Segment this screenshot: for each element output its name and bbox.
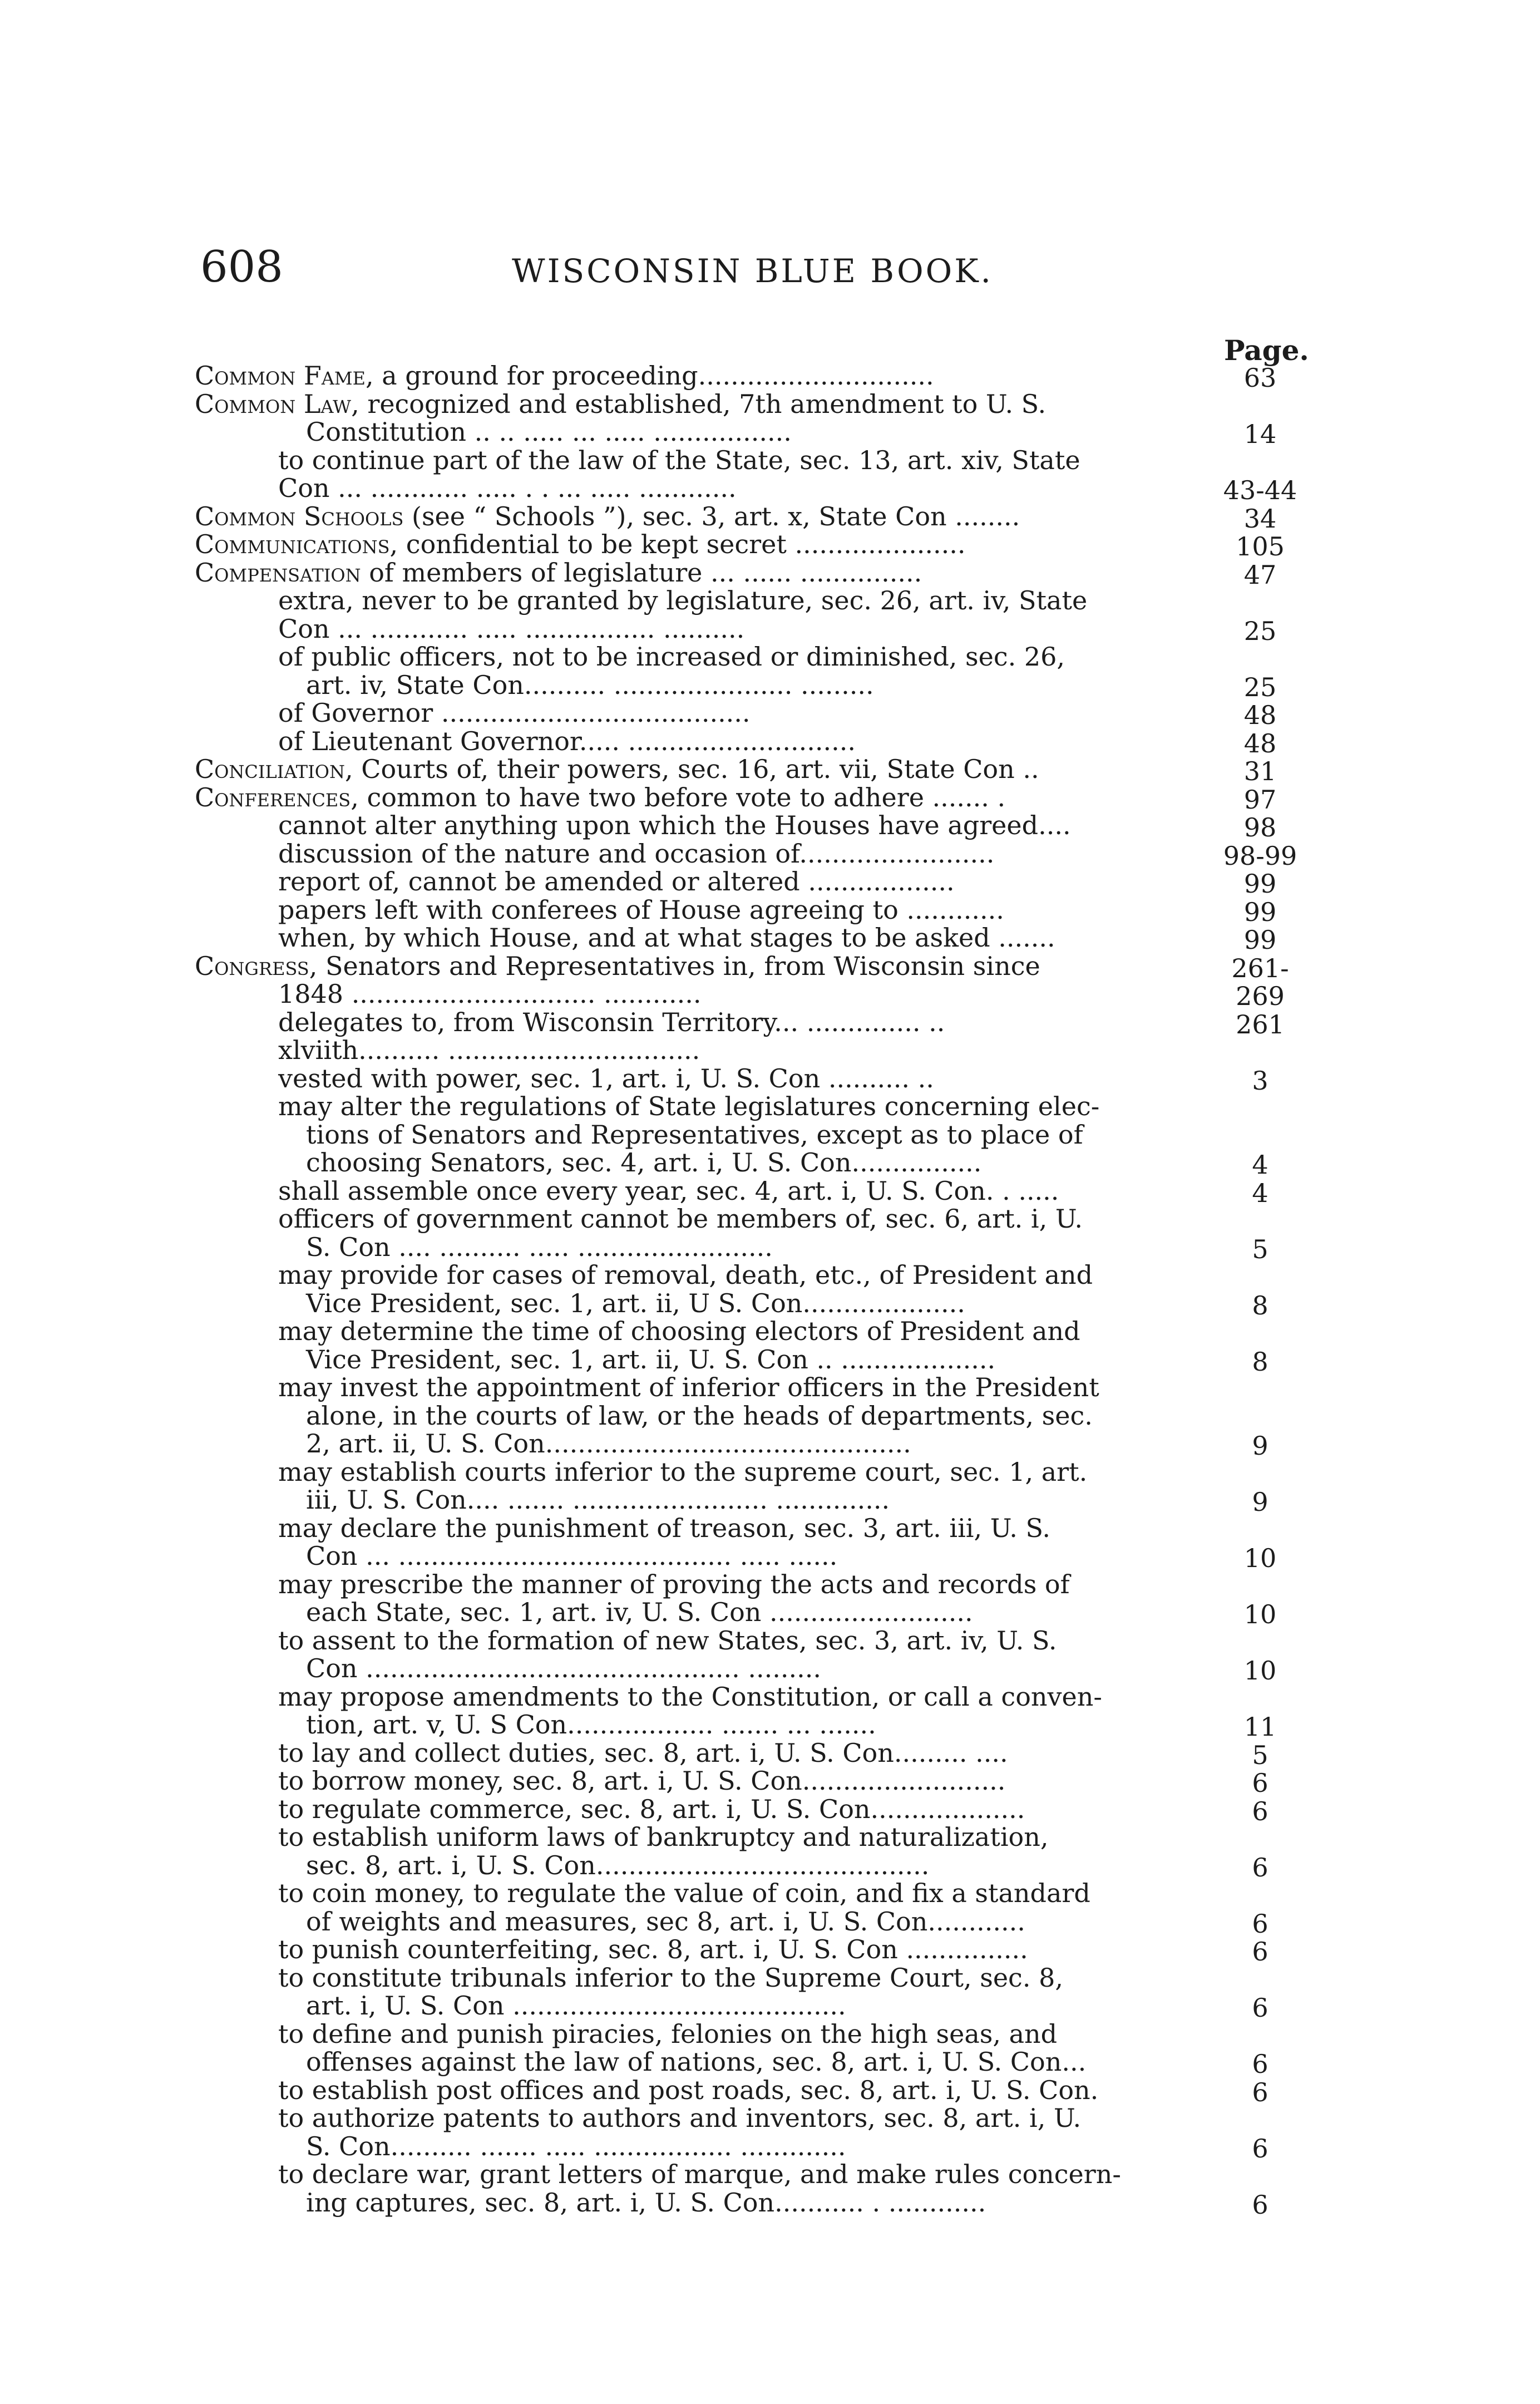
- index-entry: [195, 1710, 1307, 1742]
- index-entry: [195, 1737, 1307, 1770]
- entry-description: may declare the punishment of treason, sec. 3, art. iii, U. S.: [278, 1513, 1051, 1543]
- index-entry: [195, 2020, 1307, 2048]
- entry-description: may propose amendments to the Constitution, or call a conven-: [278, 1681, 1102, 1712]
- entry-page-ref: 99: [1243, 869, 1277, 899]
- entry-description: confidential to be kept secret .....................: [398, 529, 966, 559]
- entry-page-ref: 9: [1252, 1487, 1268, 1517]
- entry-heading: Common Schools: [195, 501, 404, 531]
- entry-text: [278, 615, 1207, 643]
- index-entry: [195, 587, 1307, 615]
- entry-text: [306, 1149, 1207, 1177]
- entry-description: of Lieutenant Governor..... ............................: [278, 726, 856, 756]
- entry-heading: Conferences,: [195, 782, 359, 812]
- index-entry: [195, 755, 1307, 784]
- index-entry: [195, 952, 1307, 981]
- index-entry: [195, 1485, 1307, 1517]
- entry-page-ref: 6: [1252, 1768, 1268, 1798]
- entry-text: [278, 1065, 1207, 1093]
- index-entry: [195, 1147, 1307, 1180]
- entry-page-ref: 261-269: [1231, 953, 1289, 1011]
- entry-description: tion, art. v, U. S Con.................. ....... ... .......: [306, 1710, 876, 1740]
- entry-text: [278, 1767, 1207, 1795]
- entry-text: [306, 1402, 1207, 1430]
- entry-text: [278, 1205, 1207, 1233]
- entry-description: Con ... ......................................... ..... ......: [306, 1541, 838, 1571]
- index-entry: [195, 1795, 1307, 1824]
- entry-description: recognized and established, 7th amendment to U. S.: [359, 388, 1047, 419]
- entry-description: to define and punish piracies, felonies on the high seas, and: [278, 2018, 1058, 2049]
- entry-description: of public officers, not to be increased or diminished, sec. 26,: [278, 642, 1065, 672]
- entry-text: [278, 1008, 1207, 1037]
- entry-page-ref: 6: [1252, 1852, 1268, 1883]
- index-entry: [195, 361, 1307, 393]
- entry-description: to constitute tribunals inferior to the Supreme Court, sec. 8,: [278, 1962, 1063, 1993]
- entry-text: [278, 1739, 1207, 1767]
- entry-description: to regulate commerce, sec. 8, art. i, U. S. Con...................: [278, 1794, 1025, 1824]
- page-number: 608: [200, 242, 283, 292]
- entry-description: Con .............................................. .........: [306, 1653, 821, 1683]
- index-entry: [195, 1402, 1307, 1430]
- entry-text: [306, 1289, 1207, 1318]
- index-entry: [195, 698, 1307, 730]
- entry-page-ref: 47: [1243, 559, 1277, 590]
- index-entry: [195, 1121, 1307, 1149]
- index-entry: [195, 2187, 1307, 2220]
- index-entry: [195, 1373, 1307, 1402]
- entry-description: S. Con.......... ....... ..... ................. .............: [306, 2131, 846, 2161]
- entry-description: discussion of the nature and occasion of........................: [278, 838, 995, 869]
- entry-description: to assent to the formation of new States, sec. 3, art. iv, U. S.: [278, 1625, 1057, 1656]
- entry-description: report of, cannot be amended or altered ..................: [278, 866, 955, 896]
- entry-page-ref: 6: [1252, 2189, 1268, 2220]
- entry-description: papers left with conferees of House agreeing to ............: [278, 894, 1004, 925]
- index-entry: [195, 1598, 1307, 1627]
- entry-text: [278, 868, 1207, 896]
- entry-page-ref: 6: [1252, 1993, 1268, 2023]
- entry-description: to lay and collect duties, sec. 8, art. i, U. S. Con......... ....: [278, 1737, 1008, 1768]
- index-entry: [195, 2047, 1307, 2079]
- entry-text: [278, 2076, 1207, 2105]
- entry-page-ref: 9: [1252, 1431, 1268, 1461]
- entry-heading: Communications,: [195, 529, 398, 559]
- entry-description: delegates to, from Wisconsin Territory... .............. ..: [278, 1007, 945, 1037]
- index-entry: [195, 557, 1307, 590]
- entry-description: alone, in the courts of law, or the heads of departments, sec.: [306, 1400, 1093, 1431]
- index-entry: [195, 1570, 1307, 1599]
- entry-page-ref: 5: [1252, 1234, 1268, 1264]
- index-entry: [195, 446, 1307, 475]
- index-entry: [195, 1092, 1307, 1121]
- entry-page-ref: 6: [1252, 2049, 1268, 2079]
- entry-heading: Congress,: [195, 950, 318, 981]
- entry-page-ref: 10: [1243, 1656, 1277, 1686]
- index-entry: [195, 417, 1307, 449]
- index-entry: [195, 2104, 1307, 2132]
- entry-description: to coin money, to regulate the value of coin, and fix a standard: [278, 1878, 1090, 1908]
- entry-text: [278, 1514, 1207, 1543]
- entry-page-ref: 14: [1243, 419, 1277, 449]
- index-entry: [195, 1879, 1307, 1908]
- entry-text: [195, 952, 1207, 981]
- entry-description: art. i, U. S. Con .........................................: [306, 1991, 846, 2021]
- entry-text: [195, 559, 1207, 587]
- index-entry: [195, 643, 1307, 671]
- index-entry: [195, 923, 1307, 955]
- entry-page-ref: 99: [1243, 896, 1277, 927]
- running-title: WISCONSIN BLUE BOOK.: [512, 252, 993, 290]
- entry-heading: Compensation: [195, 557, 361, 588]
- index-entry: [195, 2160, 1307, 2189]
- index-entry: [195, 474, 1307, 503]
- entry-page-ref: 99: [1243, 925, 1277, 955]
- entry-page-ref: 6: [1252, 2133, 1268, 2164]
- entry-text: [278, 727, 1207, 756]
- index-entry: [195, 1823, 1307, 1851]
- entry-text: [278, 980, 1207, 1008]
- index-entry: [195, 1036, 1307, 1065]
- index-entry: [195, 1261, 1307, 1289]
- entry-description: may determine the time of choosing electors of President and: [278, 1316, 1080, 1346]
- entry-description: ing captures, sec. 8, art. i, U. S. Con........... . ............: [306, 2187, 986, 2218]
- entry-page-ref: 98-99: [1223, 840, 1297, 871]
- entry-text: [278, 2020, 1207, 2048]
- entry-description: 2, art. ii, U. S. Con.............................................: [306, 1428, 911, 1459]
- entry-text: [278, 1935, 1207, 1964]
- index-entry: [195, 530, 1307, 559]
- entry-description: each State, sec. 1, art. iv, U. S. Con .........................: [306, 1597, 973, 1627]
- entry-page-ref: 8: [1252, 1290, 1268, 1321]
- entry-page-ref: 5: [1252, 1740, 1268, 1770]
- index-entry: [195, 1850, 1307, 1883]
- entry-description: shall assemble once every year, sec. 4, art. i, U. S. Con. . .....: [278, 1175, 1059, 1206]
- entry-text: [278, 1570, 1207, 1599]
- index-entry: [195, 810, 1307, 843]
- index-entry: [195, 782, 1307, 815]
- index-entry: [195, 390, 1307, 418]
- entry-page-ref: 8: [1252, 1346, 1268, 1377]
- entry-description: to declare war, grant letters of marque, and make rules concern-: [278, 2159, 1121, 2189]
- entry-description: of members of legislature ... ...... ...............: [361, 557, 922, 588]
- index-entry: [195, 2131, 1307, 2164]
- index-entry: [195, 1205, 1307, 1233]
- entry-text: [278, 1036, 1207, 1065]
- entry-text: [306, 1992, 1207, 2020]
- index-entry: [195, 1458, 1307, 1486]
- entry-description: to continue part of the law of the State, sec. 13, art. xiv, State: [278, 445, 1080, 475]
- index-entry: [195, 1344, 1307, 1377]
- entry-text: [278, 1092, 1207, 1121]
- entry-page-ref: 97: [1243, 784, 1277, 815]
- entry-text: [306, 1233, 1207, 1262]
- entry-page-ref: 6: [1252, 1937, 1268, 1967]
- entry-page-ref: 6: [1252, 1908, 1268, 1939]
- entry-page-ref: 31: [1243, 756, 1277, 786]
- entry-description: to establish post offices and post roads, sec. 8, art. i, U. S. Con.: [278, 2075, 1099, 2105]
- entry-text: [195, 530, 1207, 559]
- entry-text: [306, 1430, 1207, 1458]
- entry-text: [195, 503, 1207, 531]
- entry-heading: Common Law,: [195, 388, 359, 419]
- entry-page-ref: 43-44: [1223, 475, 1297, 505]
- entry-description: may alter the regulations of State legislatures concerning elec-: [278, 1091, 1100, 1121]
- index-entry: [195, 669, 1307, 702]
- index-entry: [195, 1288, 1307, 1321]
- entry-page-ref: 25: [1243, 672, 1277, 702]
- entry-description: Vice President, sec. 1, art. ii, U S. Con....................: [306, 1288, 965, 1318]
- entry-description: iii, U. S. Con.... ....... ........................ ..............: [306, 1485, 890, 1515]
- entry-text: [195, 362, 1207, 390]
- entry-text: [306, 1711, 1207, 1739]
- entry-text: [278, 1177, 1207, 1205]
- entry-text: [278, 1823, 1207, 1851]
- entry-description: art. iv, State Con.......... ...................... .........: [306, 669, 874, 700]
- entry-text: [306, 2132, 1207, 2161]
- index-entry: [195, 2076, 1307, 2105]
- entry-page-ref: 98: [1243, 812, 1277, 843]
- entry-text: [278, 643, 1207, 671]
- index-entry: [195, 1766, 1307, 1798]
- entry-description: Con ... ............ ..... ................ ..........: [278, 613, 745, 644]
- index-entry: [195, 1428, 1307, 1461]
- entry-text: [278, 1261, 1207, 1289]
- entry-description: may invest the appointment of inferior officers in the President: [278, 1372, 1099, 1402]
- entry-description: Courts of, their powers, sec. 16, art. vii, State Con ..: [353, 754, 1039, 784]
- entry-text: [306, 1654, 1207, 1683]
- entry-text: [278, 2160, 1207, 2189]
- index-entry: [195, 1541, 1307, 1573]
- entry-text: [306, 1908, 1207, 1936]
- entry-text: [278, 1879, 1207, 1908]
- entry-description: common to have two before vote to adhere ....... .: [358, 782, 1006, 812]
- entry-description: may provide for cases of removal, death, etc., of President and: [278, 1260, 1093, 1290]
- entry-description: to establish uniform laws of bankruptcy and naturalization,: [278, 1822, 1049, 1852]
- entry-description: Con ... ............ ..... . . ... ..... ............: [278, 473, 737, 503]
- index-entry: [195, 1007, 1307, 1040]
- page-column-label: Page.: [1224, 334, 1309, 367]
- entry-description: choosing Senators, sec. 4, art. i, U. S. Con................: [306, 1147, 982, 1178]
- entry-text: [306, 1598, 1207, 1627]
- entry-description: to punish counterfeiting, sec. 8, art. i, U. S. Con ...............: [278, 1934, 1028, 1964]
- index-entry: [195, 1991, 1307, 2023]
- entry-description: S. Con .... .......... ..... ........................: [306, 1231, 773, 1262]
- entry-description: sec. 8, art. i, U. S. Con.........................................: [306, 1850, 930, 1880]
- entry-page-ref: 6: [1252, 2077, 1268, 2107]
- entry-page-ref: 63: [1243, 363, 1277, 393]
- entry-description: may prescribe the manner of proving the acts and records of: [278, 1569, 1070, 1599]
- entry-description: when, by which House, and at what stages to be asked .......: [278, 923, 1055, 953]
- entry-page-ref: 3: [1252, 1065, 1268, 1096]
- entry-page-ref: 48: [1243, 700, 1277, 730]
- index-entry: [195, 1063, 1307, 1096]
- entry-text: [278, 474, 1207, 503]
- entry-page-ref: 4: [1252, 1178, 1268, 1208]
- index-entry: [195, 1683, 1307, 1711]
- entry-text: [306, 1851, 1207, 1880]
- entry-text: [278, 840, 1207, 868]
- entry-page-ref: 48: [1243, 728, 1277, 758]
- index-entry: [195, 1514, 1307, 1543]
- index-entry: [195, 1906, 1307, 1939]
- entry-page-ref: 11: [1243, 1712, 1277, 1742]
- entry-page-ref: 34: [1243, 503, 1277, 534]
- index-entry: [195, 894, 1307, 927]
- index-entry: [195, 1627, 1307, 1655]
- entry-description: Constitution .. .. ..... ... ..... .................: [306, 417, 792, 447]
- entry-description: cannot alter anything upon which the Houses have agreed....: [278, 810, 1071, 840]
- index-entry: [195, 613, 1307, 646]
- entry-text: [278, 446, 1207, 475]
- entry-description: of Governor ......................................: [278, 698, 751, 728]
- index-entry: [195, 1934, 1307, 1967]
- entry-text: [278, 924, 1207, 952]
- index-entry: [195, 1317, 1307, 1346]
- entry-text: [306, 1486, 1207, 1514]
- entry-text: [278, 1683, 1207, 1711]
- entry-description: to borrow money, sec. 8, art. i, U. S. Con.........................: [278, 1766, 1006, 1796]
- entry-text: [278, 1964, 1207, 1992]
- entry-description: offenses against the law of nations, sec. 8, art. i, U. S. Con...: [306, 2047, 1087, 2077]
- entry-text: [278, 2104, 1207, 2132]
- entry-text: [195, 755, 1207, 784]
- entry-description: (see “ Schools ”), sec. 3, art. x, State Con ........: [403, 501, 1020, 531]
- entry-text: [278, 1317, 1207, 1346]
- entry-description: a ground for proceeding.............................: [373, 361, 934, 391]
- entry-text: [195, 390, 1207, 418]
- entry-heading: Conciliation,: [195, 754, 353, 784]
- index-entry: [195, 1653, 1307, 1686]
- index-entry: [195, 866, 1307, 899]
- entry-description: Vice President, sec. 1, art. ii, U. S. Con .. ...................: [306, 1344, 996, 1375]
- entry-description: of weights and measures, sec 8, art. i, U. S. Con............: [306, 1906, 1025, 1937]
- entry-page-ref: 10: [1243, 1599, 1277, 1629]
- entry-text: [306, 2048, 1207, 2076]
- entry-description: extra, never to be granted by legislature, sec. 26, art. iv, State: [278, 585, 1088, 615]
- entry-description: may establish courts inferior to the supreme court, sec. 1, art.: [278, 1456, 1088, 1487]
- entry-text: [278, 699, 1207, 727]
- entry-heading: Common Fame,: [195, 361, 374, 391]
- index-entry: [195, 1964, 1307, 1992]
- entry-text: [306, 2189, 1207, 2217]
- entry-page-ref: 105: [1236, 531, 1285, 561]
- entry-description: 1848 .............................. ............: [278, 979, 702, 1009]
- entry-page-ref: 4: [1252, 1150, 1268, 1180]
- entry-page-ref: 6: [1252, 1796, 1268, 1826]
- entry-text: [306, 418, 1207, 446]
- entry-description: to authorize patents to authors and inventors, sec. 8, art. i, U.: [278, 2103, 1082, 2133]
- page-header: [200, 242, 1313, 309]
- index-entry: [195, 1175, 1307, 1208]
- entry-text: [195, 784, 1207, 812]
- index-entry: [195, 1233, 1307, 1262]
- entry-text: [278, 896, 1207, 924]
- entry-description: Senators and Representatives in, from Wisconsin since: [317, 950, 1040, 981]
- entry-text: [278, 587, 1207, 615]
- entry-description: xlviith.......... ...............................: [278, 1035, 700, 1065]
- entry-page-ref: 10: [1243, 1543, 1277, 1573]
- index-entry: [195, 838, 1307, 871]
- entry-page-ref: 25: [1243, 615, 1277, 646]
- entry-text: [278, 811, 1207, 840]
- entry-text: [278, 1795, 1207, 1824]
- entry-text: [306, 1121, 1207, 1149]
- index-list: [195, 361, 1307, 2220]
- entry-text: [306, 1542, 1207, 1570]
- entry-text: [278, 1627, 1207, 1655]
- entry-description: officers of government cannot be members of, sec. 6, art. i, U.: [278, 1204, 1083, 1234]
- index-entry: [195, 727, 1307, 756]
- entry-text: [278, 1458, 1207, 1486]
- entry-description: tions of Senators and Representatives, except as to place of: [306, 1119, 1083, 1150]
- entry-text: [306, 671, 1207, 699]
- entry-text: [306, 1346, 1207, 1374]
- entry-description: vested with power, sec. 1, art. i, U. S. Con .......... ..: [278, 1063, 934, 1093]
- index-entry: [195, 501, 1307, 534]
- entry-text: [278, 1373, 1207, 1402]
- entry-page-ref: 261: [1236, 1009, 1285, 1040]
